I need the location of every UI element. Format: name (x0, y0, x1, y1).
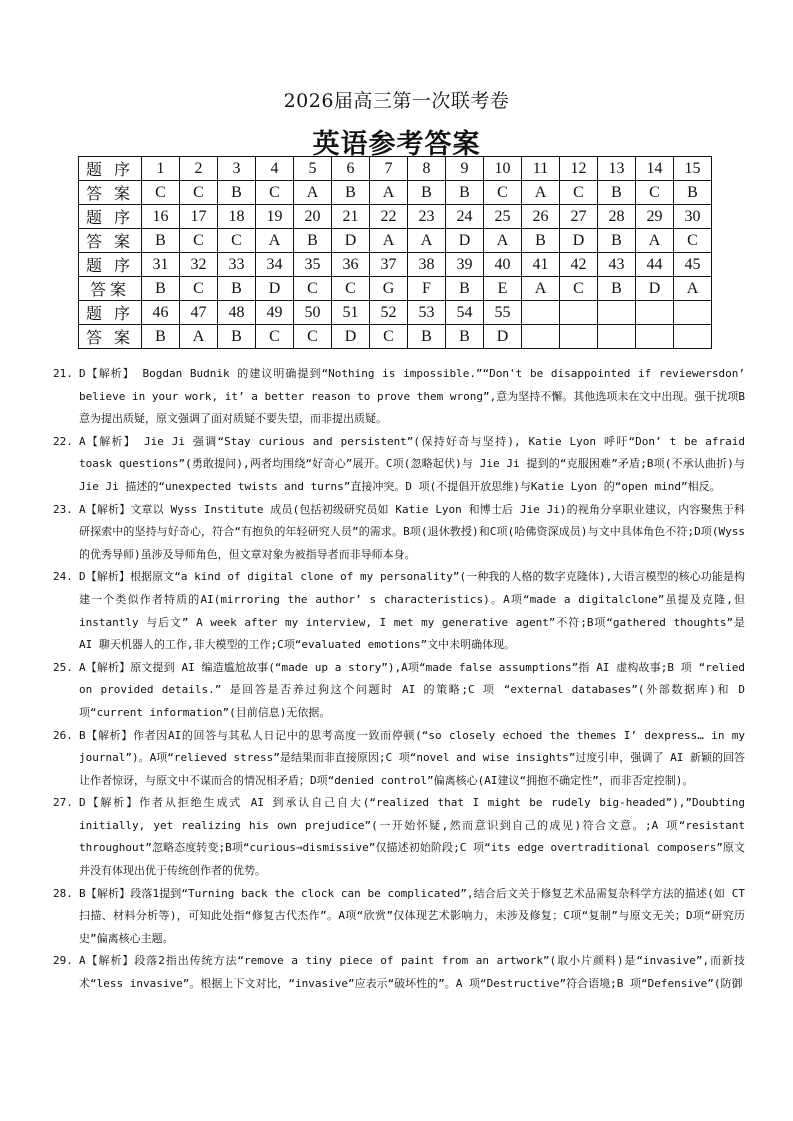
answer-cell: A (370, 229, 408, 253)
answer-explanations (53, 363, 745, 996)
answer-cell: C (180, 229, 218, 253)
answer-cell: C (180, 181, 218, 205)
question-number-cell: 33 (218, 253, 256, 277)
question-number-row (79, 157, 712, 181)
question-number-cell: 43 (598, 253, 636, 277)
answer-cell: C (142, 181, 180, 205)
question-number: 29. (53, 954, 73, 968)
answer-cell: B (332, 181, 370, 205)
question-number-cell: 27 (560, 205, 598, 229)
question-number-cell: 25 (484, 205, 522, 229)
row-label: 答案 (79, 277, 142, 301)
question-number-cell: 11 (522, 157, 560, 181)
row-label: 题 序 (79, 157, 142, 181)
question-number-cell (598, 301, 636, 325)
question-number-cell: 28 (598, 205, 636, 229)
answer-cell: B (674, 181, 712, 205)
question-number-cell: 24 (446, 205, 484, 229)
answer-cell: C (218, 229, 256, 253)
answer-cell: C (370, 325, 408, 349)
answer-cell: A (674, 277, 712, 301)
answer-key-table (78, 156, 712, 349)
question-number-cell: 55 (484, 301, 522, 325)
question-number-cell (560, 301, 598, 325)
answer-row (79, 181, 712, 205)
explanation-item (53, 657, 745, 725)
question-number-cell: 31 (142, 253, 180, 277)
answer-row (79, 229, 712, 253)
answer-cell: A (484, 229, 522, 253)
question-number-row (79, 253, 712, 277)
question-number-cell: 46 (142, 301, 180, 325)
answer-cell (674, 325, 712, 349)
question-number-cell: 14 (636, 157, 674, 181)
question-number-cell: 37 (370, 253, 408, 277)
answer-cell: C (674, 229, 712, 253)
answer-cell: C (256, 325, 294, 349)
answer-cell: D (332, 325, 370, 349)
explanation-text: B【解析】作者因AI的回答与其私人日记中的思考高度一致而停顿(“so closely echoed the themes I’ dexpress… in my journal”)。A项“relieved stress”是结果而非直接原因;C 项“novel and wise insights”过度引申，强调了 AI 新颖的回答让作者惊讶，与原文中不谋而合的情况相矛盾；D项“denied control”偏离核心(AI建议“拥抱不确定性”，而非否定控制)。 (79, 728, 745, 787)
question-number-cell: 15 (674, 157, 712, 181)
answer-cell: E (484, 277, 522, 301)
question-number-cell (522, 301, 560, 325)
answer-cell: B (218, 181, 256, 205)
answer-cell (522, 325, 560, 349)
answer-cell: B (446, 181, 484, 205)
explanation-item (53, 431, 745, 499)
row-label: 题 序 (79, 301, 142, 325)
question-number-cell: 39 (446, 253, 484, 277)
answer-cell: D (332, 229, 370, 253)
question-number-cell: 42 (560, 253, 598, 277)
question-number-cell: 10 (484, 157, 522, 181)
exam-title: 2026届高三第一次联考卷 (283, 90, 510, 112)
question-number-cell: 54 (446, 301, 484, 325)
question-number-cell: 9 (446, 157, 484, 181)
answer-cell (598, 325, 636, 349)
question-number-cell: 23 (408, 205, 446, 229)
question-number-cell: 6 (332, 157, 370, 181)
question-number-cell: 51 (332, 301, 370, 325)
answer-cell: B (294, 229, 332, 253)
question-number: 27. (53, 796, 73, 810)
explanation-item (53, 499, 745, 567)
explanation-item (53, 566, 745, 656)
row-label: 答 案 (79, 181, 142, 205)
answer-cell: B (218, 325, 256, 349)
question-number-cell: 47 (180, 301, 218, 325)
question-number-cell: 29 (636, 205, 674, 229)
question-number: 21. (53, 367, 73, 380)
question-number-cell: 49 (256, 301, 294, 325)
row-label: 题 序 (79, 253, 142, 277)
answer-cell: C (484, 181, 522, 205)
question-number-cell: 53 (408, 301, 446, 325)
row-label: 题 序 (79, 205, 142, 229)
row-label: 答 案 (79, 325, 142, 349)
answer-cell: D (636, 277, 674, 301)
answer-row (79, 325, 712, 349)
question-number-cell: 40 (484, 253, 522, 277)
question-number-cell: 52 (370, 301, 408, 325)
question-number-cell (674, 301, 712, 325)
answer-cell: C (256, 181, 294, 205)
question-number-cell: 2 (180, 157, 218, 181)
question-number: 22. (53, 434, 73, 448)
answer-cell: B (142, 277, 180, 301)
answer-cell: D (484, 325, 522, 349)
answer-cell: C (332, 277, 370, 301)
question-number-cell: 19 (256, 205, 294, 229)
question-number-cell: 32 (180, 253, 218, 277)
question-number-row (79, 301, 712, 325)
explanation-text: A【解析】段落2指出传统方法“remove a tiny piece of paint from an artwork”(取小片颜料)是“invasive”,而新技术“less invasive”。根据上下文对比，“invasive”应表示“破坏性的”。A 项“Destructive”符合语境;B 项“Defensive”(防御 (79, 954, 745, 991)
question-number-cell: 1 (142, 157, 180, 181)
answer-cell: B (408, 325, 446, 349)
question-number-cell: 35 (294, 253, 332, 277)
document-title: 英语参考答案 (312, 129, 481, 160)
answer-cell: B (446, 325, 484, 349)
answer-row (79, 277, 712, 301)
question-number-cell: 7 (370, 157, 408, 181)
explanation-text: B【解析】段落1提到“Turning back the clock can be complicated”,结合后文关于修复艺术品需复杂科学方法的描述(如 CT 扫描、材料分析等)，可知此处指“修复古代杰作”。A项“欣赏”仅体现艺术影响力，未涉及修复；C项“复制”与原文无关；D项“研究历史”偏离核心主题。 (79, 886, 745, 945)
question-number-cell: 18 (218, 205, 256, 229)
answer-cell: A (370, 181, 408, 205)
explanation-text: D【解析】 Bogdan Budnik 的建议明确提到“Nothing is impossible.”“Don't be disappointed if reviewersdon’ believe in your work, it’ a better reason to prove them wrong”,意为坚持不懈。其他选项未在文中出现。强干扰项B意为提出质疑，原文强调了面对质疑不要失望，而非提出质疑。 (79, 367, 745, 426)
answer-cell: B (142, 325, 180, 349)
question-number: 25. (53, 660, 73, 674)
answer-cell: A (522, 277, 560, 301)
answer-cell: B (218, 277, 256, 301)
question-number-cell: 17 (180, 205, 218, 229)
answer-cell: A (294, 181, 332, 205)
question-number-cell: 26 (522, 205, 560, 229)
question-number-cell: 41 (522, 253, 560, 277)
explanation-item (53, 725, 745, 793)
answer-cell: C (636, 181, 674, 205)
question-number-cell (636, 301, 674, 325)
explanation-text: D【解析】作者从拒绝生成式 AI 到承认自己自大(“realized that I might be rudely big-headed”),”Doubting initially, yet realizing his own prejudice”(一开始怀疑,然而意识到自己的成见)符合文意。;A 项“resistant throughout”忽略态度转变;B项“curious→dismissive”仅描述初始阶段;C 项“its edge overtraditional composers”原文并没有体现出优于传统创作者的优势。 (79, 796, 745, 878)
answer-cell: G (370, 277, 408, 301)
question-number-cell: 36 (332, 253, 370, 277)
answer-cell: C (560, 277, 598, 301)
question-number-cell: 16 (142, 205, 180, 229)
answer-cell: D (560, 229, 598, 253)
answer-cell: A (636, 229, 674, 253)
explanation-text: A【解析】原文提到 AI 编造尴尬故事(“made up a story”),A项“made false assumptions”指 AI 虚构故事;B 项 “relied on provided details.” 是回答是否养过狗这个问题时 AI 的策略;C 项 “external databases”(外部数据库)和 D 项“current information”(目前信息)无依据。 (79, 660, 745, 719)
explanation-item (53, 792, 745, 882)
question-number-cell: 34 (256, 253, 294, 277)
question-number-row (79, 205, 712, 229)
answer-cell: B (598, 181, 636, 205)
question-number-cell: 12 (560, 157, 598, 181)
question-number: 24. (53, 570, 73, 584)
explanation-text: A【解析】文章以 Wyss Institute 成员(包括初级研究员如 Katie Lyon 和博士后 Jie Ji)的视角分享职业建议，内容聚焦于科研探索中的坚持与好奇心，符合“有抱负的年轻研究人员”的需求。B项(退休教授)和C项(哈佛资深成员)与文中具体角色不符;D项(Wyss的优秀导师)虽涉及导师角色，但文章对象为被指导者而非导师本身。 (79, 502, 745, 561)
question-number: 26. (53, 728, 73, 742)
question-number-cell: 48 (218, 301, 256, 325)
answer-cell: B (522, 229, 560, 253)
answer-cell: C (560, 181, 598, 205)
question-number: 28. (53, 886, 73, 900)
question-number-cell: 13 (598, 157, 636, 181)
question-number-cell: 50 (294, 301, 332, 325)
question-number-cell: 44 (636, 253, 674, 277)
question-number-cell: 8 (408, 157, 446, 181)
answer-cell: A (256, 229, 294, 253)
question-number-cell: 30 (674, 205, 712, 229)
answer-cell (636, 325, 674, 349)
question-number-cell: 45 (674, 253, 712, 277)
question-number-cell: 3 (218, 157, 256, 181)
answer-cell: B (446, 277, 484, 301)
explanation-item (53, 363, 745, 431)
question-number-cell: 22 (370, 205, 408, 229)
answer-cell: C (294, 277, 332, 301)
question-number-cell: 21 (332, 205, 370, 229)
question-number-cell: 20 (294, 205, 332, 229)
answer-cell: C (294, 325, 332, 349)
answer-cell: F (408, 277, 446, 301)
answer-cell: B (408, 181, 446, 205)
answer-cell: A (408, 229, 446, 253)
answer-cell (560, 325, 598, 349)
explanation-text: A【解析】 Jie Ji 强调“Stay curious and persistent”(保持好奇与坚持), Katie Lyon 呼吁“Don’ t be afraid toask questions”(勇敢提问),两者均围绕“好奇心”展开。C项(忽略起伏)与 Jie Ji 提到的“克服困难”矛盾;B项(不承认曲折)与 Jie Ji 描述的“unexpected twists and turns”直接冲突。D 项(不提倡开放思维)与Katie Lyon 的“open mind”相反。 (79, 434, 745, 493)
answer-cell: D (446, 229, 484, 253)
answer-cell: A (522, 181, 560, 205)
explanation-text: D【解析】根据原文“a kind of digital clone of my personality”(一种我的人格的数字克隆体),大语言模型的核心功能是构建一个类似作者特质的AI(mirroring the author’ s characteristics)。A项“made a digitalclone”虽提及克隆,但 instantly 与后文” A week after my interview, I met my generative agent”不符;B项“gathered thoughts”是 AI 聊天机器人的工作,非大模型的工作;C项“evaluated emotions”文中未明确体现。 (79, 570, 745, 652)
answer-cell: C (180, 277, 218, 301)
explanation-item (53, 883, 745, 951)
answer-cell: B (598, 229, 636, 253)
answer-cell: B (142, 229, 180, 253)
answer-cell: D (256, 277, 294, 301)
question-number-cell: 4 (256, 157, 294, 181)
answer-cell: A (180, 325, 218, 349)
row-label: 答 案 (79, 229, 142, 253)
question-number-cell: 38 (408, 253, 446, 277)
answer-cell: B (598, 277, 636, 301)
question-number-cell: 5 (294, 157, 332, 181)
explanation-item (53, 950, 745, 995)
question-number: 23. (53, 502, 73, 516)
